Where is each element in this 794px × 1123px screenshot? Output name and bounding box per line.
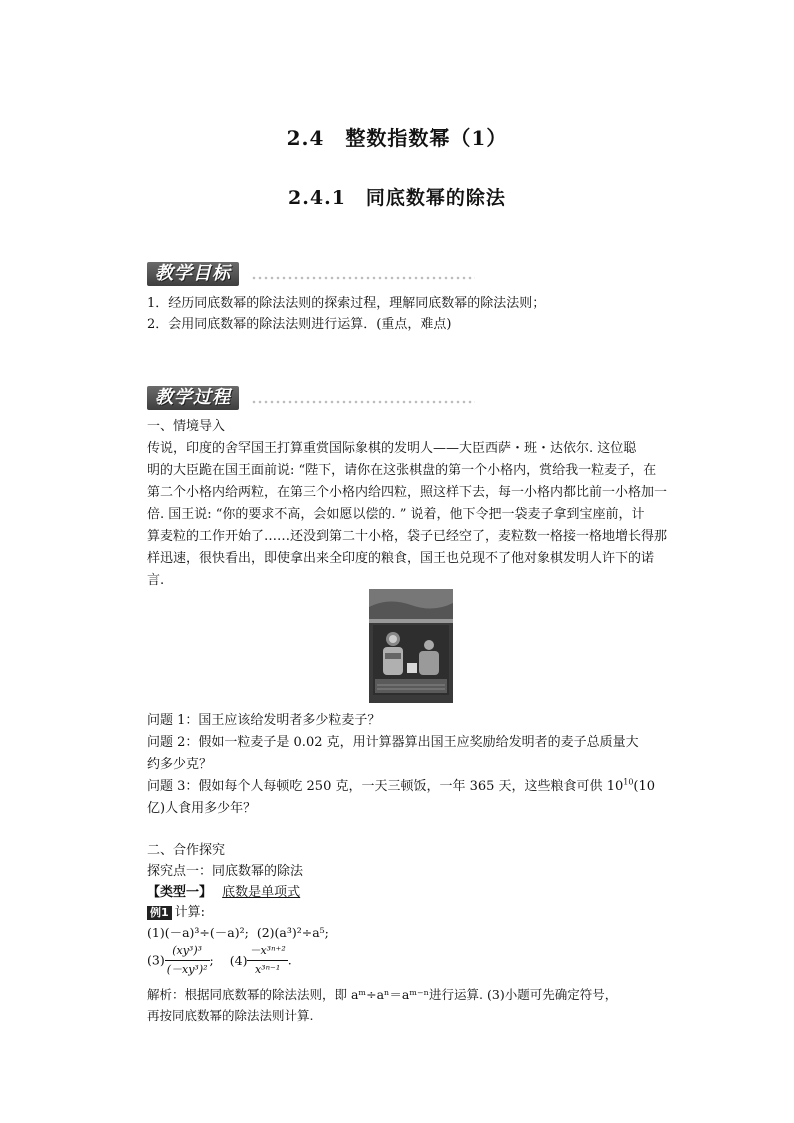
fraction-3-denominator: (－xy³)²	[166, 963, 208, 976]
example-part-4-end: .	[287, 952, 292, 968]
king-and-inventor-picture	[369, 589, 453, 703]
illustration-image	[369, 589, 453, 703]
fraction-3	[165, 942, 210, 979]
question-2: 问题 2：假如一粒麦子是 0.02 克，用计算器算出国王应奖励给发明者的麦子总质量大	[147, 735, 639, 750]
story-line: 算麦粒的工作开始了……还没到第二十小格，袋子已经空了，麦粒数一格接一格地增长得那	[147, 529, 668, 544]
analysis-line-1: 解析：根据同底数幂的除法法则，即 aᵐ÷aⁿ＝aᵐ⁻ⁿ进行运算. (3)小题可先确定符号，	[147, 987, 618, 1002]
explore-point-1: 探究点一：同底数幂的除法	[147, 864, 304, 879]
section-title: 2.4.1 同底数幂的除法	[288, 187, 506, 209]
example-part-1: (1)(－a)³÷(－a)²;	[147, 925, 249, 940]
analysis-line-2: 再按同底数幂的除法法则计算.	[147, 1008, 314, 1023]
story-line: 传说，印度的舍罕国王打算重赏国际象棋的发明人——大臣西萨・班・达依尔. 这位聪	[147, 441, 637, 456]
question-2-cont: 约多少克？	[147, 757, 213, 772]
goals-banner	[147, 262, 475, 286]
question-3-text: 问题 3：假如每个人每顿吃 250 克，一天三顿饭，一年 365 天，这些粮食可供 10	[147, 779, 624, 794]
example-line-1	[147, 923, 329, 943]
goal-item-1: 1．经历同底数幂的除法法则的探索过程，理解同底数幂的除法法则；	[147, 296, 546, 311]
banner-dots	[251, 400, 475, 404]
section-heading-2: 二、合作探究	[147, 843, 226, 858]
story-line: 明的大臣跪在国王面前说: “陛下，请你在这张棋盘的第一个小格内，赏给我一粒麦子，在	[147, 463, 657, 478]
example-part-2: (2)(a³)²÷a⁵;	[256, 925, 329, 940]
page-title: 2.4 整数指数幂（1）	[286, 126, 508, 150]
example-part-3-end: ;	[209, 952, 214, 968]
fraction-3-numerator: (xy³)³	[165, 942, 210, 961]
example-line-2	[147, 942, 292, 979]
type-prefix: 【类型一】	[147, 885, 213, 900]
question-3-exponent: 10	[623, 777, 634, 787]
type-heading	[147, 883, 300, 903]
example-part-4-label: (4)	[229, 952, 248, 968]
example-intro: 计算:	[174, 905, 206, 920]
question-3-cont: 亿)人食用多少年？	[147, 801, 257, 816]
question-1: 问题 1：国王应该给发明者多少粒麦子？	[147, 713, 381, 728]
process-banner	[147, 386, 475, 410]
section-heading-1: 一、情境导入	[147, 419, 226, 434]
story-line: 倍. 国王说: “你的要求不高，会如愿以偿的. ” 说着，他下令把一袋麦子拿到宝座前，计	[147, 507, 645, 522]
story-line: 第二个小格内给两粒，在第三个小格内给四粒，照这样下去，每一小格内都比前一小格加一	[147, 485, 668, 500]
story-line: 言.	[147, 573, 165, 588]
goal-item-2: 2．会用同底数幂的除法法则进行运算．(重点，难点)	[147, 317, 452, 332]
question-3-paren: (10	[633, 779, 656, 794]
type-label: 底数是单项式	[222, 885, 301, 900]
goals-banner-label: 教学目标	[147, 262, 239, 286]
example-heading	[147, 903, 205, 923]
example-part-3-label: (3)	[147, 952, 165, 968]
banner-dots	[251, 276, 475, 280]
fraction-4-denominator: x³ⁿ⁻¹	[254, 963, 281, 976]
example-tag: 例1	[147, 906, 172, 920]
fraction-4	[247, 942, 287, 979]
question-3	[147, 777, 655, 797]
story-line: 样迅速，很快看出，即使拿出来全印度的粮食，国王也兑现不了他对象棋发明人许下的诺	[147, 551, 655, 566]
process-banner-label: 教学过程	[147, 386, 239, 410]
fraction-4-numerator: －x³ⁿ⁺²	[247, 942, 287, 961]
